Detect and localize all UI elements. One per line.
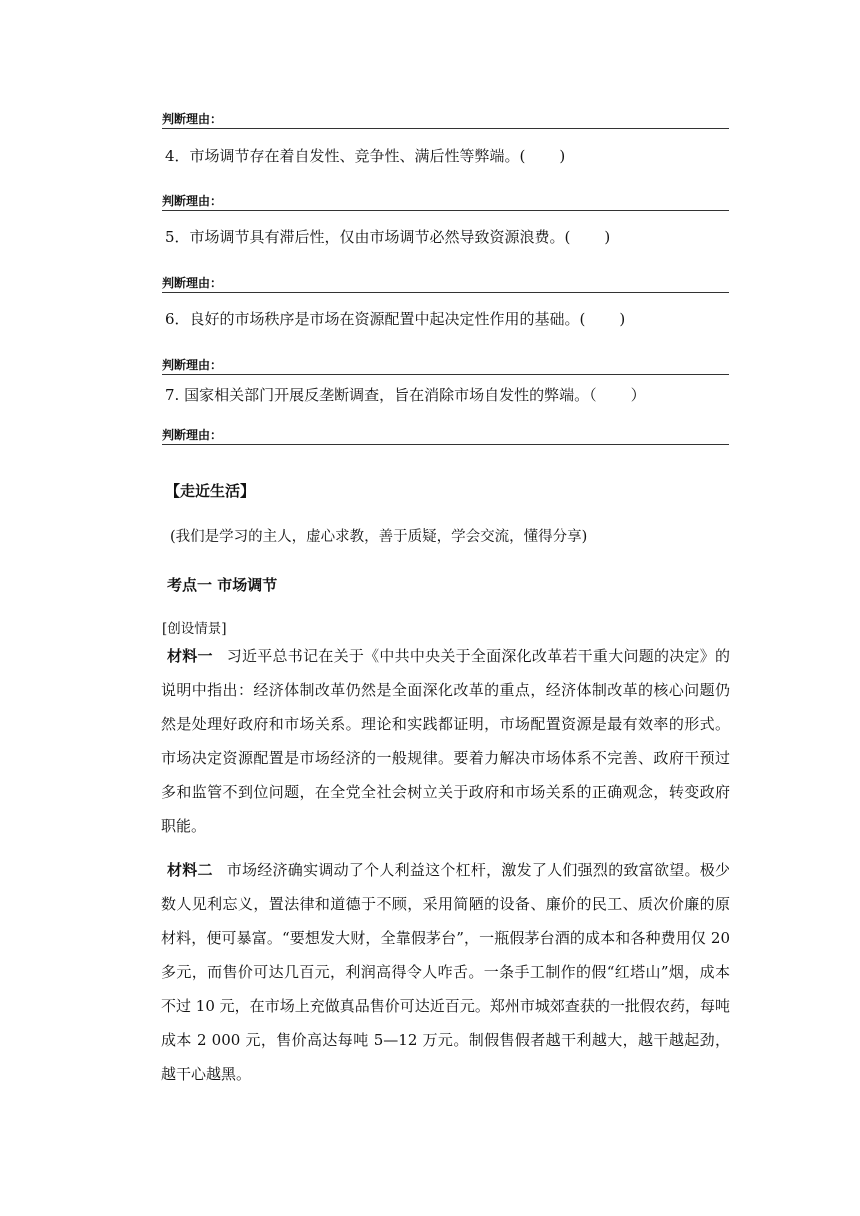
question-text: 4．市场调节存在着自发性、竞争性、满后性等弊端。( [165, 147, 526, 165]
material-two [161, 853, 730, 1091]
answer-bracket-close: ) [604, 228, 611, 246]
reason-label: 判断理由： [162, 112, 223, 126]
answer-bracket-close: ） [630, 386, 646, 404]
question-text: 5．市场调节具有滞后性，仅由市场调节必然导致资源浪费。( [165, 228, 571, 246]
question-text: 6．良好的市场秩序是市场在资源配置中起决定性作用的基础。( [165, 310, 586, 328]
study-motto: (我们是学习的主人，虚心求教，善于质疑，学会交流，懂得分享) [170, 529, 588, 545]
material-one [161, 639, 730, 843]
reason-line [162, 192, 729, 211]
question-text: 7. 国家相关部门开展反垄断调查，旨在消除市场自发性的弊端。（ [165, 386, 597, 404]
answer-bracket-close: ) [619, 310, 626, 328]
material-one-label: 材料一 [167, 647, 213, 665]
question-6 [165, 309, 625, 329]
material-two-text: 市场经济确实调动了个人利益这个杠杆，激发了人们强烈的致富欲望。极少数人见利忘义，置法律和道德于不顾，采用简陋的设备、廉价的民工、质次价廉的原材料，便可暴富。“要想发大财，全靠假茅台”，一瓶假茅台酒的成本和各种费用仅 20 多元，而售价可达几百元，利润高得令人咋舌。一条手工制作的假“红塔山”烟，成本不过 10 元，在市场上充做真品售价可达近百元。郑州市城郊查获的一批假农药，每吨成本 2 000 元，售价高达每吨 5—12 万元。制假售假者越干利越大，越干越起劲，越干心越黑。 [161, 861, 730, 1083]
question-5 [165, 227, 610, 247]
topic-title: 考点一 市场调节 [167, 576, 278, 594]
reason-label: 判断理由： [162, 194, 223, 208]
reason-line [162, 426, 729, 445]
scenario-tag: [创设情景] [162, 621, 227, 637]
reason-label: 判断理由： [162, 276, 223, 290]
material-two-label: 材料二 [167, 861, 213, 879]
reason-line [162, 274, 729, 293]
material-one-text: 习近平总书记在关于《中共中央关于全面深化改革若干重大问题的决定》的说明中指出：经济体制改革仍然是全面深化改革的重点，经济体制改革的核心问题仍然是处理好政府和市场关系。理论和实践都证明，市场配置资源是最有效率的形式。市场决定资源配置是市场经济的一般规律。要着力解决市场体系不完善、政府干预过多和监管不到位问题，在全党全社会树立关于政府和市场关系的正确观念，转变政府职能。 [161, 647, 730, 835]
section-title: 【走近生活】 [165, 482, 256, 500]
reason-line [162, 110, 729, 129]
reason-label: 判断理由： [162, 428, 223, 442]
reason-label: 判断理由： [162, 358, 223, 372]
question-4 [165, 146, 565, 166]
reason-line [162, 356, 729, 375]
answer-bracket-close: ) [559, 147, 566, 165]
question-7 [165, 385, 646, 405]
